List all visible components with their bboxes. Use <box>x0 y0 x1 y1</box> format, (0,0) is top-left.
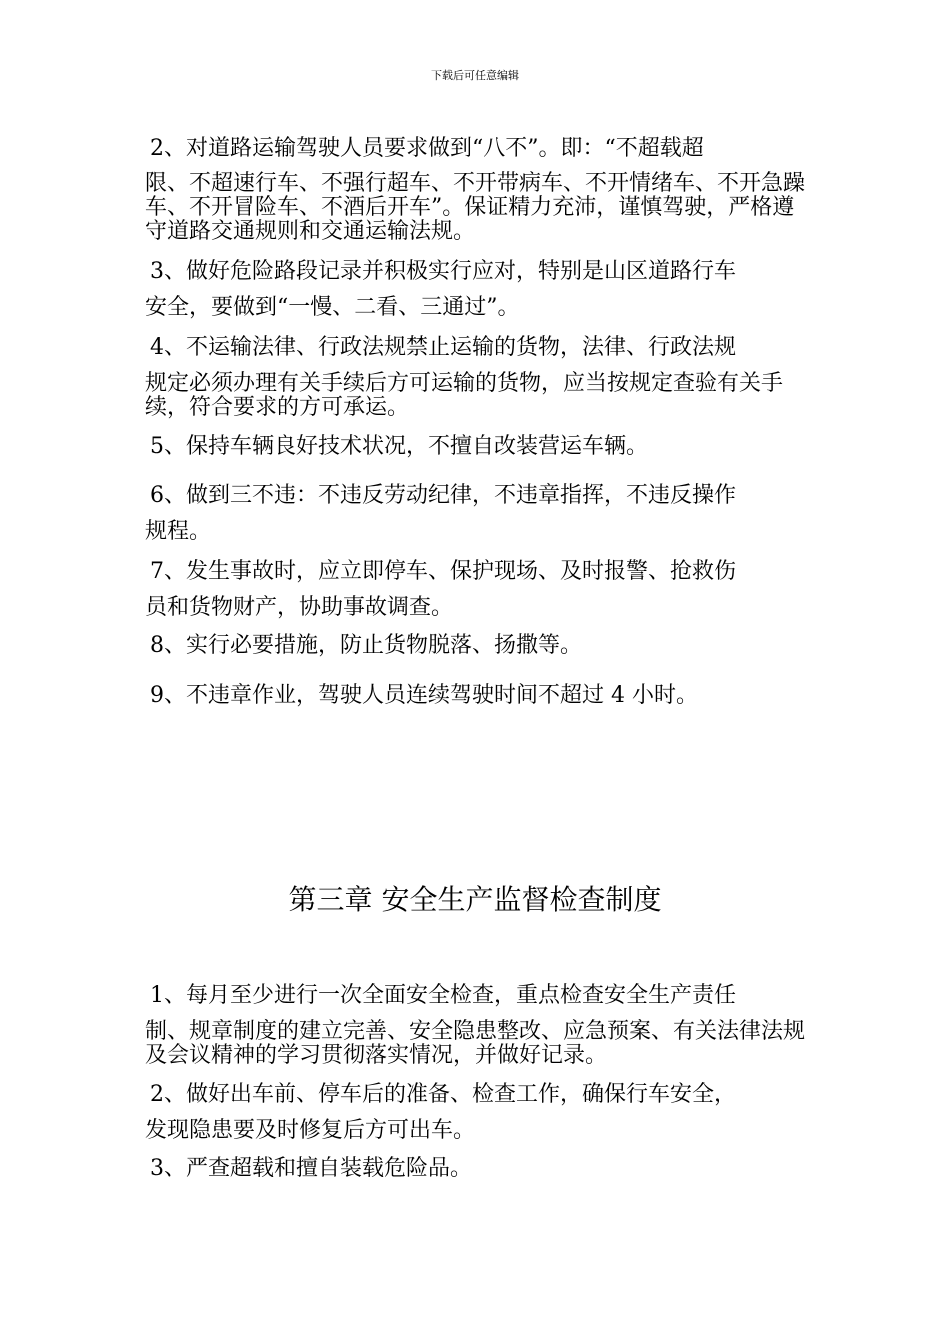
item-continuation: 规定必须办理有关手续后方可运输的货物，应当按规定查验有关手续，符合要求的方可承运。 <box>145 371 784 420</box>
item-first-line: 1、每月至少进行一次全面安全检查，重点检查安全生产责任 <box>150 983 736 1008</box>
list-item <box>145 483 807 544</box>
item-first-line: 3、做好危险路段记录并积极实行应对，特别是山区道路行车 <box>150 259 736 284</box>
page-header: 下载后可任意编辑 <box>431 69 519 82</box>
item-continuation: 安全，要做到“一慢、二看、三通过”。 <box>145 295 520 320</box>
item-first-line: 2、对道路运输驾驶人员要求做到“八不”。即：“不超载超 <box>150 136 704 161</box>
list-item: 8、实行必要措施，防止货物脱落、扬撒等。 <box>150 633 582 658</box>
item-continuation: 发现隐患要及时修复后方可出车。 <box>145 1118 476 1143</box>
list-item <box>145 983 807 1068</box>
list-item <box>145 1082 807 1143</box>
item-first-line: 7、发生事故时，应立即停车、保护现场、及时报警、抢救伤 <box>150 559 736 584</box>
item-first-line: 4、不运输法律、行政法规禁止运输的货物，法律、行政法规 <box>150 335 736 360</box>
list-item <box>145 136 807 244</box>
list-item <box>145 335 807 420</box>
item-continuation: 规程。 <box>145 519 212 544</box>
list-item <box>145 259 807 320</box>
list-item: 3、严查超载和擅自装载危险品。 <box>150 1156 472 1181</box>
item-first-line: 6、做到三不违：不违反劳动纪律，不违章指挥，不违反操作 <box>150 483 736 508</box>
item-first-line: 2、做好出车前、停车后的准备、检查工作，确保行车安全， <box>150 1082 736 1107</box>
list-item: 5、保持车辆良好技术状况，不擅自改装营运车辆。 <box>150 434 648 459</box>
item-continuation: 制、规章制度的建立完善、安全隐患整改、应急预案、有关法律法规及会议精神的学习贯彻落实情况，并做好记录。 <box>145 1019 806 1068</box>
list-item <box>145 559 807 620</box>
list-item: 9、不违章作业，驾驶人员连续驾驶时间不超过 4 小时。 <box>150 683 698 708</box>
item-continuation: 限、不超速行车、不强行超车、不开带病车、不开情绪车、不开急躁车、不开冒险车、不酒后开车”。保证精力充沛，谨慎驾驶，严格遵守道路交通规则和交通运输法规。 <box>145 171 806 244</box>
chapter-title: 第三章 安全生产监督检查制度 <box>288 883 662 916</box>
item-continuation: 员和货物财产，协助事故调查。 <box>145 595 454 620</box>
